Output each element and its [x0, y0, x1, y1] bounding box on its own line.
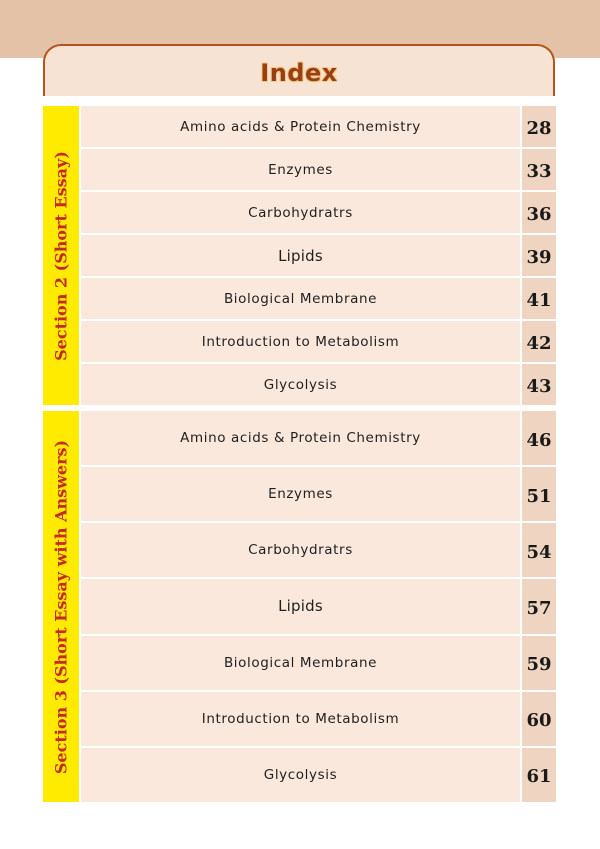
topic-title: Biological Membrane — [81, 278, 520, 319]
page-number: 57 — [520, 579, 556, 633]
index-row[interactable] — [81, 748, 556, 802]
index-row[interactable] — [81, 692, 556, 748]
index-row[interactable] — [81, 636, 556, 692]
section-label-bar — [43, 106, 79, 405]
topic-title: Lipids — [81, 235, 520, 276]
topic-title: Carbohydratrs — [81, 523, 520, 577]
topic-title: Carbohydratrs — [81, 192, 520, 233]
index-row[interactable] — [81, 364, 556, 405]
index-row[interactable] — [81, 278, 556, 321]
topic-title: Enzymes — [81, 149, 520, 190]
index-row[interactable] — [81, 579, 556, 635]
topic-title: Glycolysis — [81, 364, 520, 405]
page-number: 51 — [520, 467, 556, 521]
index-row[interactable] — [81, 106, 556, 149]
topic-title: Introduction to Metabolism — [81, 692, 520, 746]
topic-title: Amino acids & Protein Chemistry — [81, 106, 520, 147]
topic-title: Enzymes — [81, 467, 520, 521]
page-title: Index — [260, 59, 338, 87]
index-row[interactable] — [81, 467, 556, 523]
topic-title: Glycolysis — [81, 748, 520, 802]
page-number: 42 — [520, 321, 556, 362]
page-number: 60 — [520, 692, 556, 746]
section-2-block — [43, 106, 556, 405]
topic-title: Introduction to Metabolism — [81, 321, 520, 362]
index-rows — [81, 106, 556, 405]
index-row[interactable] — [81, 321, 556, 364]
page-number: 46 — [520, 411, 556, 465]
index-row[interactable] — [81, 192, 556, 235]
index-row[interactable] — [81, 411, 556, 467]
index-row[interactable] — [81, 149, 556, 192]
page-number: 36 — [520, 192, 556, 233]
page-number: 28 — [520, 106, 556, 147]
section-3-block — [43, 411, 556, 802]
page-number: 43 — [520, 364, 556, 405]
topic-title: Amino acids & Protein Chemistry — [81, 411, 520, 465]
page-number: 54 — [520, 523, 556, 577]
page-number: 59 — [520, 636, 556, 690]
page-number: 33 — [520, 149, 556, 190]
section-label-bar — [43, 411, 79, 802]
index-rows — [81, 411, 556, 802]
topic-title: Biological Membrane — [81, 636, 520, 690]
index-header — [43, 44, 555, 96]
section-label: Section 2 (Short Essay) — [51, 150, 71, 361]
section-label: Section 3 (Short Essay with Answers) — [51, 439, 71, 774]
topic-title: Lipids — [81, 579, 520, 633]
page-number: 41 — [520, 278, 556, 319]
page-number: 39 — [520, 235, 556, 276]
page-number: 61 — [520, 748, 556, 802]
index-row[interactable] — [81, 235, 556, 278]
index-row[interactable] — [81, 523, 556, 579]
